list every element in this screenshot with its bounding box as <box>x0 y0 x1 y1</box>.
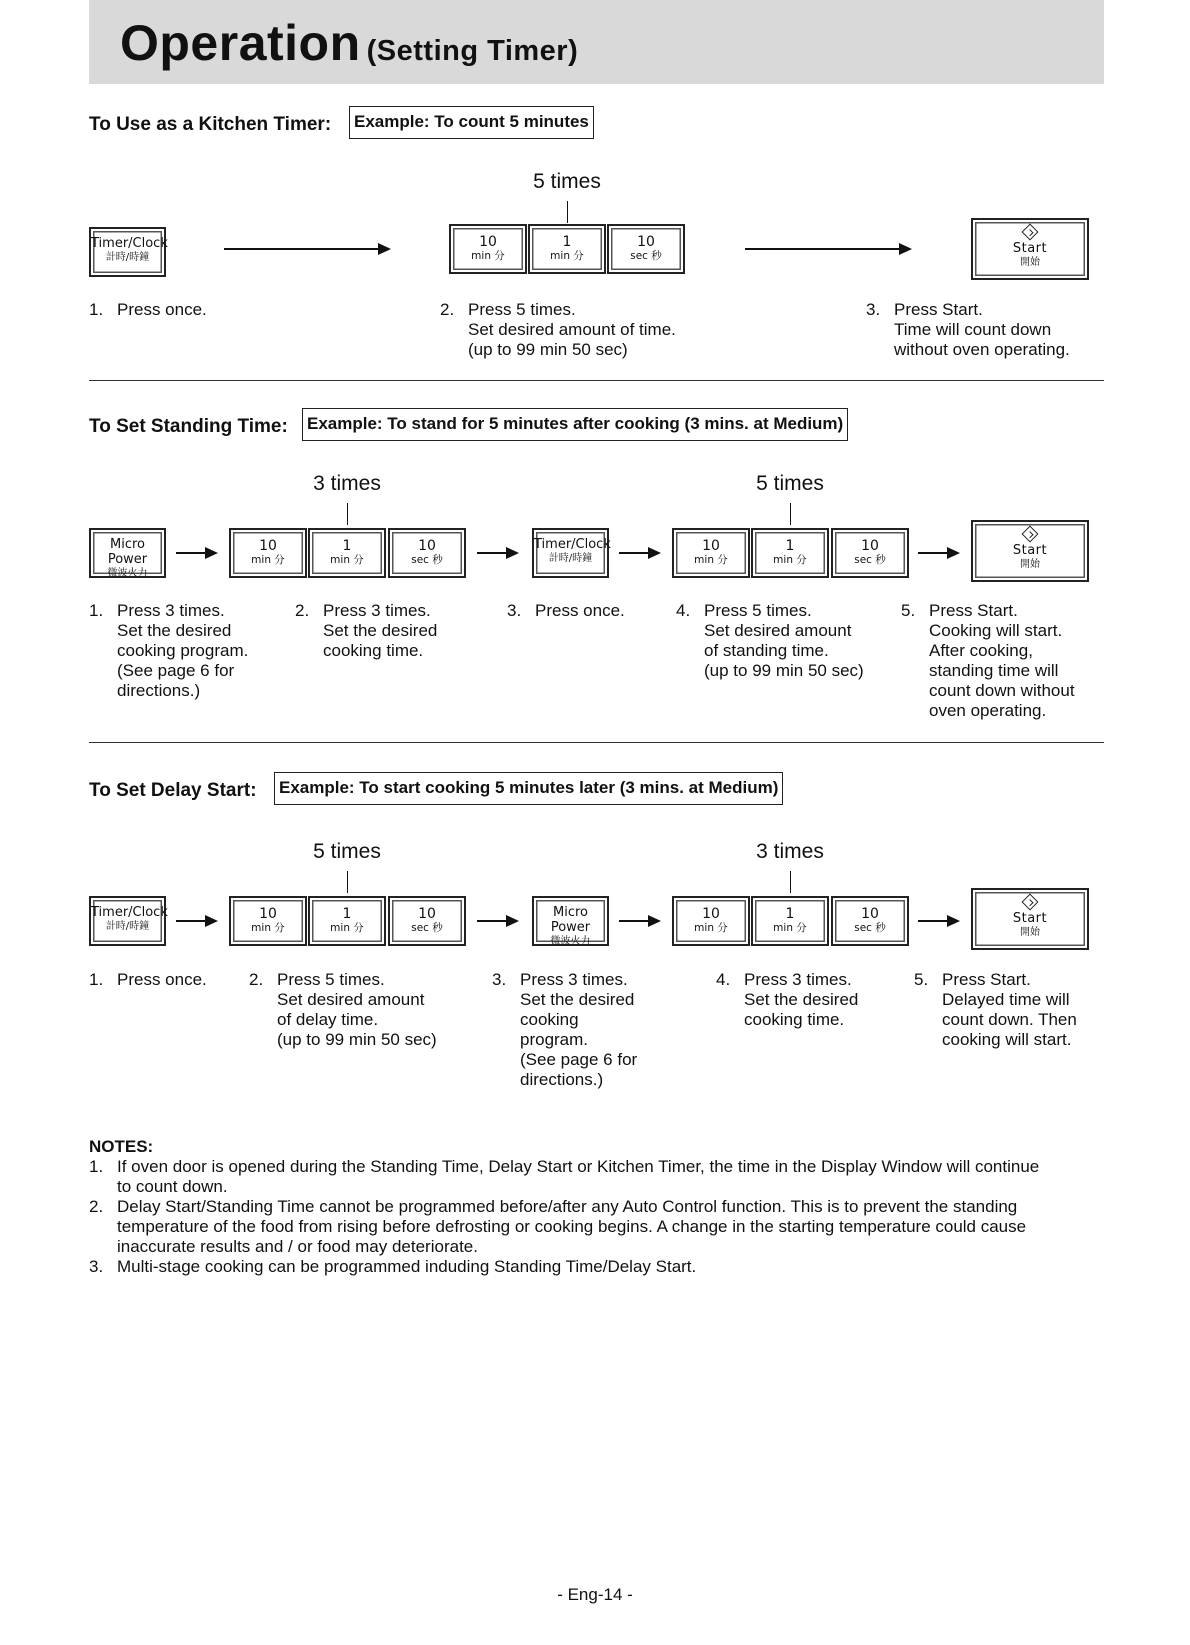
ten-min-key[interactable] <box>672 528 750 578</box>
timer-clock-key[interactable] <box>532 528 609 578</box>
step-number: 3. <box>866 300 881 319</box>
key-label: 10 <box>418 538 436 554</box>
key-label: Start <box>1012 911 1048 926</box>
key-label: Timer/Clock <box>91 236 168 251</box>
step-line: cooking will start. <box>942 1030 1072 1049</box>
step-line: Set the desired <box>323 621 438 640</box>
step-line: cooking time. <box>323 641 424 660</box>
start-icon <box>1022 224 1039 241</box>
step-line: (up to 99 min 50 sec) <box>704 661 864 680</box>
section-divider <box>89 742 1104 743</box>
delay-start-example: Example: To start cooking 5 minutes later (3 mins. at Medium) <box>274 772 783 805</box>
step-line: Press 3 times. <box>744 970 852 989</box>
step-line: Press once. <box>117 300 207 319</box>
key-sublabel: 微波火力 <box>550 936 591 947</box>
step-line: Press once. <box>535 601 625 620</box>
note-line: Multi-stage cooking can be programmed induding Standing Time/Delay Start. <box>117 1257 697 1276</box>
key-label: Timer/Clock <box>91 905 168 920</box>
note-number: 3. <box>89 1257 104 1276</box>
step-line: Set the desired <box>520 990 635 1009</box>
arrow-icon <box>224 248 389 250</box>
step-number: 3. <box>492 970 507 989</box>
step-line: (up to 99 min 50 sec) <box>468 340 628 359</box>
page-subtitle: (Setting Timer) <box>366 35 579 67</box>
key-sublabel: 開始 <box>1020 257 1040 268</box>
ten-sec-key[interactable] <box>607 224 685 274</box>
start-icon <box>1022 526 1039 543</box>
step-number: 4. <box>716 970 731 989</box>
key-label: 10 <box>861 906 879 922</box>
key-label: Start <box>1012 543 1048 558</box>
arrow-icon <box>918 552 958 554</box>
page-number: - Eng-14 - <box>557 1585 633 1604</box>
arrow-icon <box>619 552 659 554</box>
step-number: 2. <box>295 601 310 620</box>
note-line: to count down. <box>117 1177 228 1196</box>
step-line: Cooking will start. <box>929 621 1063 640</box>
step-number: 1. <box>89 970 104 989</box>
step-line: Press Start. <box>894 300 983 319</box>
arrow-icon <box>176 920 216 922</box>
step-line: program. <box>520 1030 589 1049</box>
arrow-icon <box>745 248 910 250</box>
step-line: Press 3 times. <box>117 601 225 620</box>
arrow-icon <box>477 552 517 554</box>
step-line: Press 3 times. <box>520 970 628 989</box>
ten-sec-key[interactable] <box>388 896 466 946</box>
page-title-text: Operation <box>120 15 361 71</box>
step-line: Set desired amount of time. <box>468 320 676 339</box>
one-min-key[interactable] <box>308 896 386 946</box>
key-sublabel: 計時/時鐘 <box>548 553 593 564</box>
note-line: inaccurate results and / or food may deteriorate. <box>117 1237 478 1256</box>
key-label: 10 <box>418 906 436 922</box>
delay-times-label-1: 5 times <box>313 840 381 863</box>
arrow-icon <box>619 920 659 922</box>
step-number: 2. <box>440 300 455 319</box>
key-sublabel: sec 秒 <box>630 250 662 262</box>
key-label: 10 <box>702 906 720 922</box>
micro-power-key[interactable] <box>532 896 609 946</box>
key-label: 1 <box>342 538 352 554</box>
key-sublabel: 開始 <box>1020 927 1040 938</box>
page-title <box>120 14 578 72</box>
key-sublabel: sec 秒 <box>854 922 886 934</box>
times-tick <box>790 871 791 893</box>
one-min-key[interactable] <box>751 896 829 946</box>
times-tick <box>790 503 791 525</box>
step-line: Press 5 times. <box>277 970 385 989</box>
step-line: Set the desired <box>744 990 859 1009</box>
key-label: 10 <box>259 538 277 554</box>
step-line: (up to 99 min 50 sec) <box>277 1030 437 1049</box>
step-number: 1. <box>89 300 104 319</box>
times-tick <box>567 201 568 223</box>
key-sublabel: min 分 <box>694 554 728 566</box>
step-line: Delayed time will <box>942 990 1070 1009</box>
delay-start-heading: To Set Delay Start: <box>89 780 257 801</box>
key-sublabel: 開始 <box>1020 559 1040 570</box>
note-number: 2. <box>89 1197 104 1216</box>
step-line: directions.) <box>520 1070 604 1089</box>
one-min-key[interactable] <box>751 528 829 578</box>
key-label: Start <box>1012 241 1048 256</box>
one-min-key[interactable] <box>528 224 606 274</box>
step-line: of delay time. <box>277 1010 379 1029</box>
step-line: Set desired amount <box>277 990 425 1009</box>
note-line: If oven door is opened during the Standing Time, Delay Start or Kitchen Timer, the time in the Display Window will continue <box>117 1157 1040 1176</box>
key-label: 10 <box>861 538 879 554</box>
key-sublabel: sec 秒 <box>411 554 443 566</box>
key-sublabel: min 分 <box>773 922 807 934</box>
key-sublabel: 計時/時鐘 <box>105 921 150 932</box>
key-sublabel: min 分 <box>330 554 364 566</box>
key-sublabel: 計時/時鐘 <box>105 252 150 263</box>
step-line: Press once. <box>117 970 207 989</box>
start-icon <box>1022 894 1039 911</box>
ten-min-key[interactable] <box>229 528 307 578</box>
timer-clock-key[interactable] <box>89 227 166 277</box>
key-sublabel: min 分 <box>773 554 807 566</box>
step-line: Set the desired <box>117 621 232 640</box>
start-key[interactable] <box>971 218 1089 280</box>
key-label: 1 <box>785 538 795 554</box>
key-sublabel: min 分 <box>251 554 285 566</box>
start-key[interactable] <box>971 888 1089 950</box>
step-line: of standing time. <box>704 641 829 660</box>
timer-clock-key[interactable] <box>89 896 166 946</box>
ten-sec-key[interactable] <box>831 528 909 578</box>
step-line: cooking time. <box>744 1010 845 1029</box>
kitchen-timer-example: Example: To count 5 minutes <box>349 106 594 139</box>
key-label: Micro Power <box>107 537 148 567</box>
key-sublabel: min 分 <box>550 250 584 262</box>
note-number: 1. <box>89 1157 104 1176</box>
step-line: Press 5 times. <box>704 601 812 620</box>
key-sublabel: sec 秒 <box>411 922 443 934</box>
key-label: 1 <box>785 906 795 922</box>
key-label: 10 <box>637 234 655 250</box>
step-line: (See page 6 for <box>117 661 235 680</box>
step-line: cooking program. <box>117 641 249 660</box>
key-sublabel: min 分 <box>330 922 364 934</box>
step-line: Press 5 times. <box>468 300 576 319</box>
key-label: 10 <box>702 538 720 554</box>
key-sublabel: 微波火力 <box>107 568 148 579</box>
step-line: Press Start. <box>929 601 1018 620</box>
key-label: Micro Power <box>550 905 591 935</box>
step-line: After cooking, <box>929 641 1033 660</box>
step-line: Set desired amount <box>704 621 852 640</box>
step-line: directions.) <box>117 681 201 700</box>
key-label: Timer/Clock <box>534 537 611 552</box>
arrow-icon <box>176 552 216 554</box>
step-line: count down. Then <box>942 1010 1077 1029</box>
standing-time-heading: To Set Standing Time: <box>89 416 288 437</box>
arrow-icon <box>918 920 958 922</box>
step-number: 5. <box>914 970 929 989</box>
standing-times-label-1: 3 times <box>313 472 381 495</box>
step-line: oven operating. <box>929 701 1047 720</box>
standing-time-example: Example: To stand for 5 minutes after cooking (3 mins. at Medium) <box>302 408 848 441</box>
step-line: Time will count down <box>894 320 1052 339</box>
step-line: standing time will <box>929 661 1059 680</box>
ten-sec-key[interactable] <box>831 896 909 946</box>
arrow-icon <box>477 920 517 922</box>
step-line: cooking <box>520 1010 579 1029</box>
step-number: 5. <box>901 601 916 620</box>
micro-power-key[interactable] <box>89 528 166 578</box>
step-number: 3. <box>507 601 522 620</box>
key-label: 10 <box>479 234 497 250</box>
note-line: Delay Start/Standing Time cannot be programmed before/after any Auto Control function. This is to prevent the standing <box>117 1197 1018 1216</box>
standing-times-label-2: 5 times <box>756 472 824 495</box>
start-key[interactable] <box>971 520 1089 582</box>
delay-times-label-2: 3 times <box>756 840 824 863</box>
ten-min-key[interactable] <box>672 896 750 946</box>
key-label: 1 <box>342 906 352 922</box>
ten-min-key[interactable] <box>449 224 527 274</box>
step-line: count down without <box>929 681 1075 700</box>
notes-heading: NOTES: <box>89 1137 154 1156</box>
step-line: (See page 6 for <box>520 1050 638 1069</box>
section-divider <box>89 380 1104 381</box>
times-tick <box>347 503 348 525</box>
step-line: without oven operating. <box>894 340 1070 359</box>
kitchen-timer-times-label: 5 times <box>533 170 601 193</box>
note-line: temperature of the food from rising before defrosting or cooking begins. A change in the starting temperature could cause <box>117 1217 1027 1236</box>
key-sublabel: min 分 <box>251 922 285 934</box>
step-line: Press 3 times. <box>323 601 431 620</box>
step-number: 2. <box>249 970 264 989</box>
key-sublabel: min 分 <box>471 250 505 262</box>
key-sublabel: min 分 <box>694 922 728 934</box>
step-number: 1. <box>89 601 104 620</box>
ten-sec-key[interactable] <box>388 528 466 578</box>
key-label: 10 <box>259 906 277 922</box>
step-number: 4. <box>676 601 691 620</box>
ten-min-key[interactable] <box>229 896 307 946</box>
key-label: 1 <box>562 234 572 250</box>
step-line: Press Start. <box>942 970 1031 989</box>
one-min-key[interactable] <box>308 528 386 578</box>
key-sublabel: sec 秒 <box>854 554 886 566</box>
kitchen-timer-heading: To Use as a Kitchen Timer: <box>89 114 332 135</box>
times-tick <box>347 871 348 893</box>
